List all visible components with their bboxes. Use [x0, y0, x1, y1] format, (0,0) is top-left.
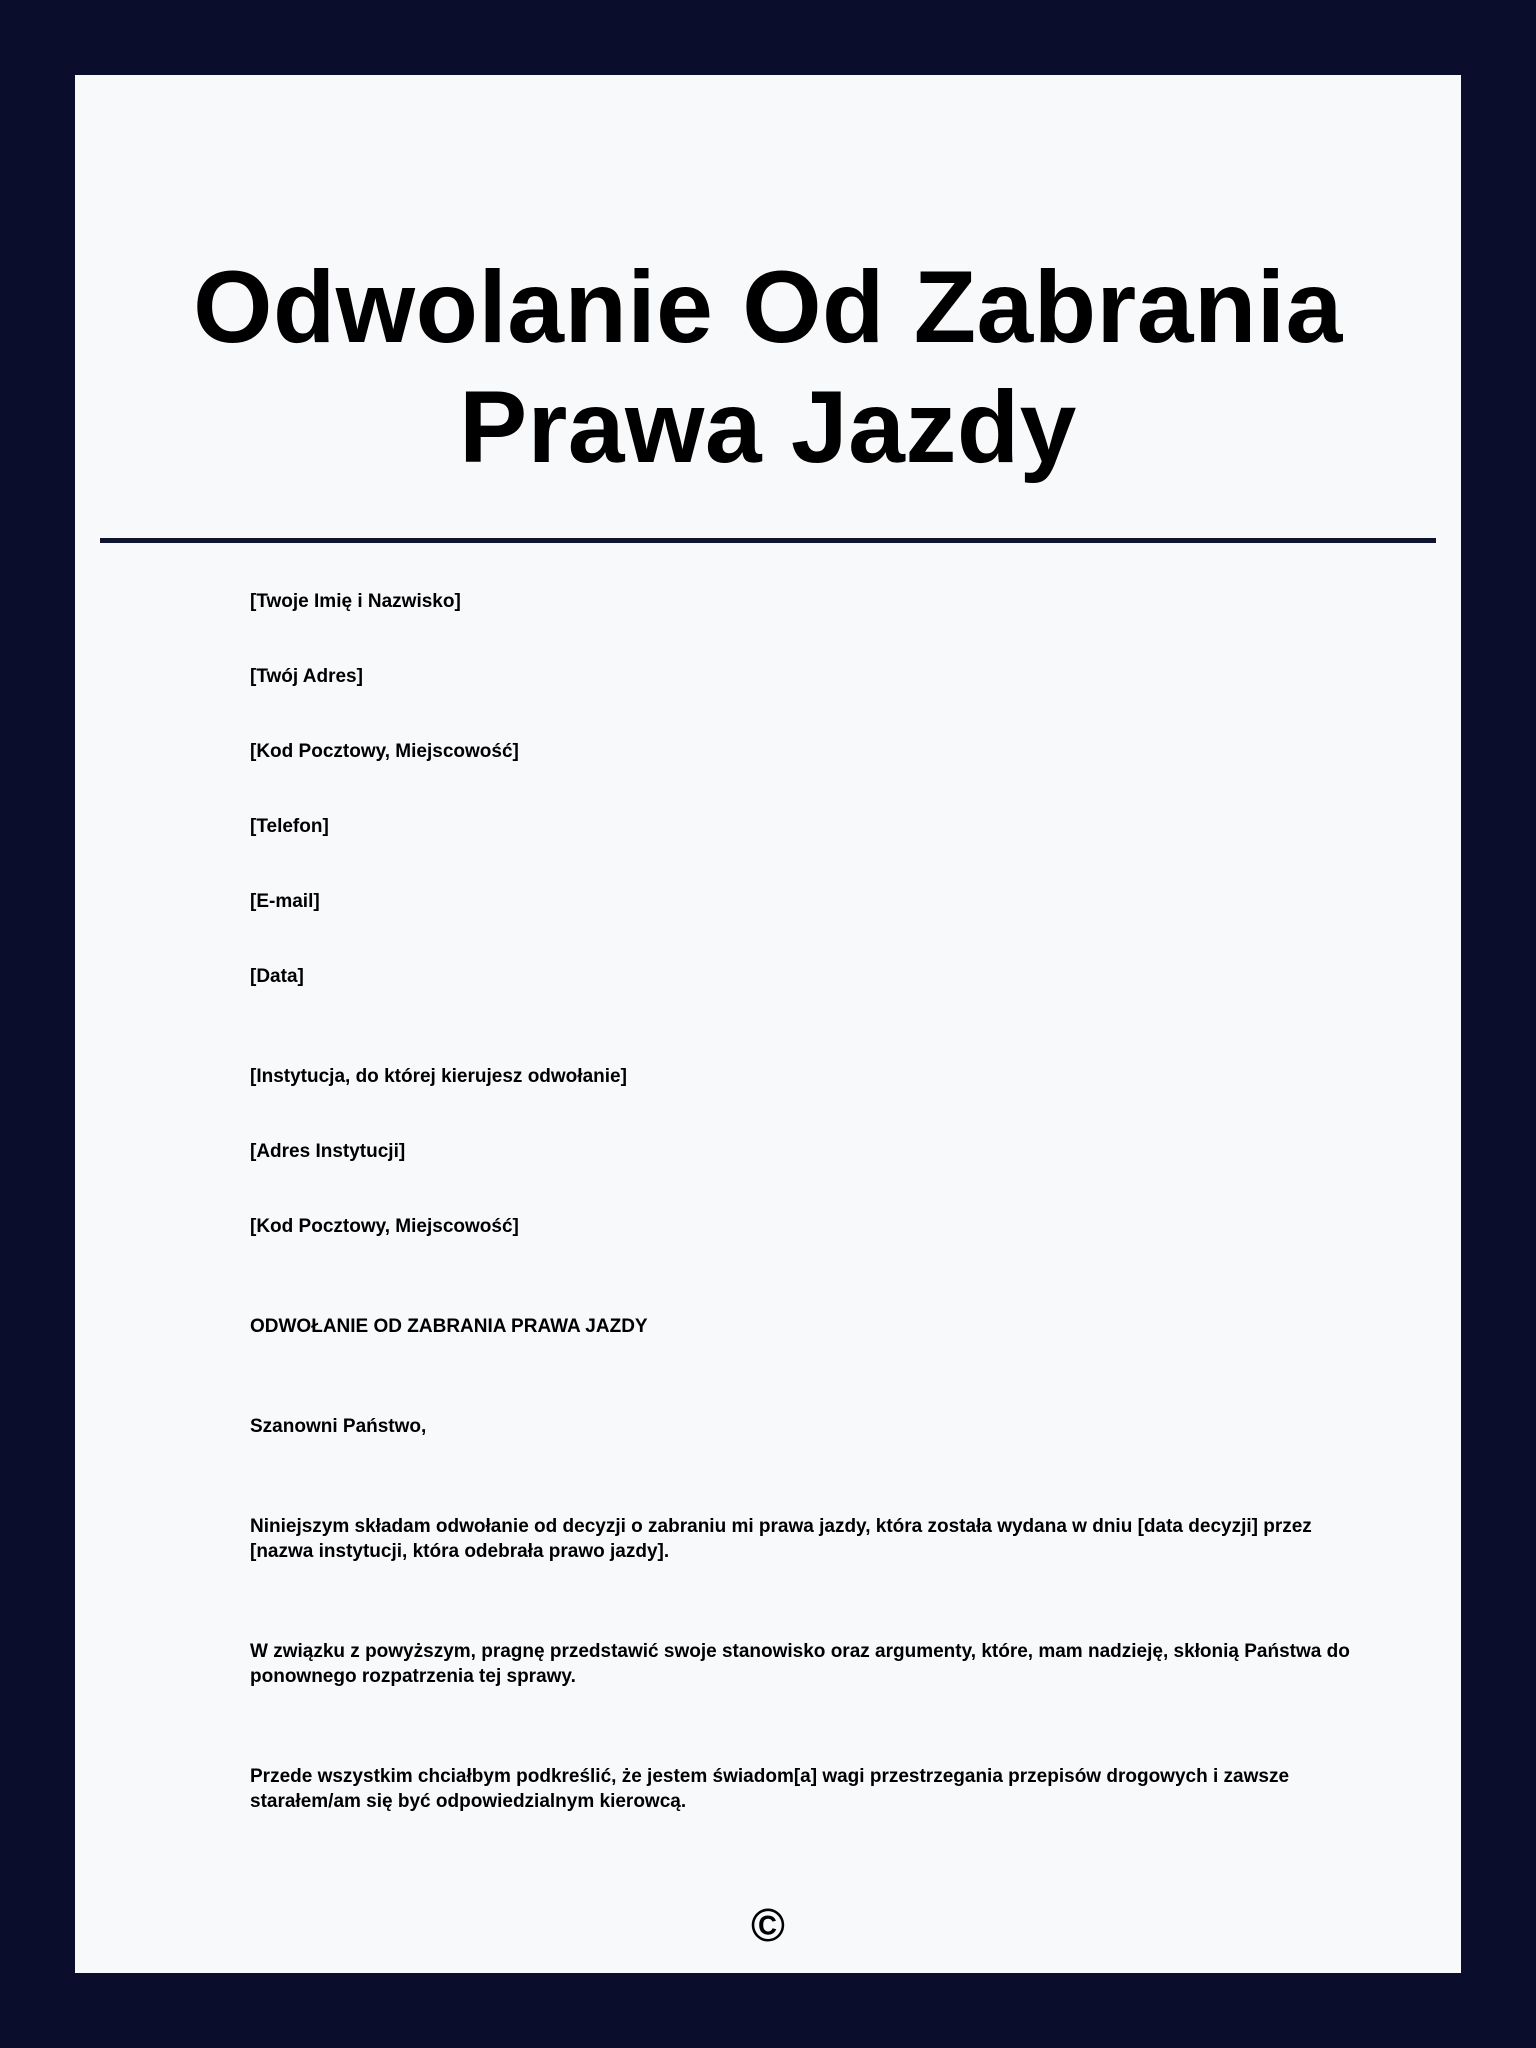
sender-name: [Twoje Imię i Nazwisko]	[250, 591, 461, 612]
sender-email: [E-mail]	[250, 891, 320, 912]
document-page	[75, 75, 1461, 1973]
document-title-line-2: Prawa Jazdy	[459, 370, 1077, 484]
sender-postal: [Kod Pocztowy, Miejscowość]	[250, 741, 519, 762]
document-title	[75, 247, 1461, 487]
recipient-address: [Adres Instytucji]	[250, 1141, 406, 1162]
recipient-institution: [Instytucja, do której kierujesz odwołanie]	[250, 1066, 627, 1087]
letter-date: [Data]	[250, 966, 304, 987]
letter-paragraph: W związku z powyższym, pragnę przedstawić swoje stanowisko oraz argumenty, które, mam nadzieję, skłonią Państwa do ponownego rozpatrzenia tej sprawy.	[250, 1641, 1350, 1687]
title-divider	[100, 538, 1436, 543]
copyright-icon: ©	[751, 1899, 785, 1951]
letter-paragraph: Przede wszystkim chciałbym podkreślić, że jestem świadom[a] wagi przestrzegania przepisów drogowych i zawsze starałem/am się być odpowiedzialnym kierowcą.	[250, 1766, 1290, 1812]
letter-salutation: Szanowni Państwo,	[250, 1416, 427, 1437]
sender-phone: [Telefon]	[250, 816, 329, 837]
document-title-line-1: Odwolanie Od Zabrania	[193, 250, 1343, 364]
recipient-postal: [Kod Pocztowy, Miejscowość]	[250, 1216, 519, 1237]
letter-subject: ODWOŁANIE OD ZABRANIA PRAWA JAZDY	[250, 1316, 648, 1337]
sender-address: [Twój Adres]	[250, 666, 363, 687]
letter-paragraph: Niniejszym składam odwołanie od decyzji o zabraniu mi prawa jazdy, która została wydana w dniu [data decyzji] przez [nazwa instytucji, która odebrała prawo jazdy].	[250, 1516, 1312, 1562]
